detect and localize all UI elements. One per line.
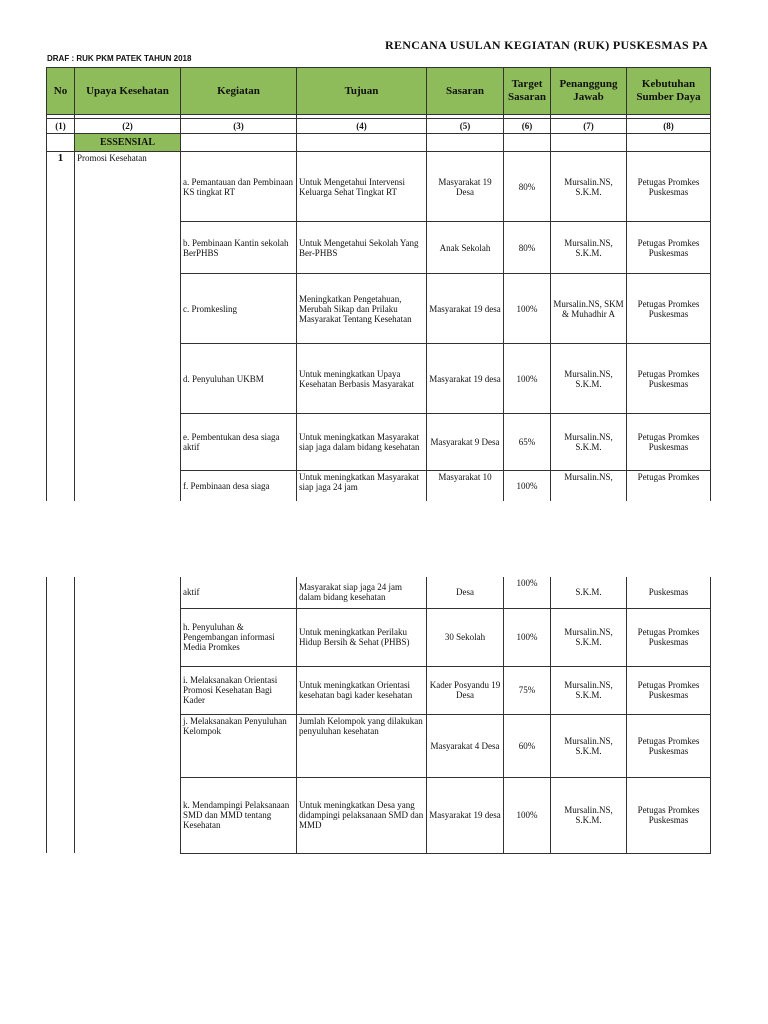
pj-cell: Mursalin.NS, S.K.M. — [551, 714, 627, 777]
target-cell: 75% — [504, 666, 551, 714]
pj-cell: Mursalin.NS, S.K.M. — [551, 152, 627, 222]
group-upaya: Promosi Kesehatan — [75, 152, 181, 501]
tujuan-cell: Untuk meningkatkan Perilaku Hidup Bersih & Sehat (PHBS) — [297, 608, 427, 666]
sasaran-cell: 30 Sekolah — [427, 608, 504, 666]
draft-label: DRAF : RUK PKM PATEK TAHUN 2018 — [47, 54, 192, 63]
pj-cell: S.K.M. — [551, 577, 627, 608]
tujuan-cell: Untuk Mengetahui Sekolah Yang Ber-PHBS — [297, 222, 427, 274]
column-number: (2) — [75, 119, 181, 134]
column-number: (5) — [427, 119, 504, 134]
target-cell: 60% — [504, 714, 551, 777]
kegiatan-cell: c. Promkesling — [181, 274, 297, 344]
sd-cell: Petugas Promkes Puskesmas — [627, 152, 711, 222]
tujuan-cell: Meningkatkan Pengetahuan, Merubah Sikap dan Prilaku Masyarakat Tentang Kesehatan — [297, 274, 427, 344]
sd-cell: Puskesmas — [627, 577, 711, 608]
sasaran-cell: Anak Sekolah — [427, 222, 504, 274]
sasaran-cell: Masyarakat 9 Desa — [427, 414, 504, 471]
target-cell: 80% — [504, 222, 551, 274]
sd-cell: Petugas Promkes — [627, 471, 711, 501]
header-cell: Kegiatan — [181, 68, 297, 115]
kegiatan-cell: i. Melaksanakan Orientasi Promosi Kesehatan Bagi Kader — [181, 666, 297, 714]
kegiatan-cell: k. Mendampingi Pelaksanaan SMD dan MMD tentang Kesehatan — [181, 777, 297, 853]
target-cell: 100% — [504, 777, 551, 853]
header-cell: Target Sasaran — [504, 68, 551, 115]
tujuan-cell: Untuk meningkatkan Orientasi kesehatan bagi kader kesehatan — [297, 666, 427, 714]
column-number: (7) — [551, 119, 627, 134]
kegiatan-cell: e. Pembentukan desa siaga aktif — [181, 414, 297, 471]
pj-cell: Mursalin.NS, S.K.M. — [551, 777, 627, 853]
pj-cell: Mursalin.NS, — [551, 471, 627, 501]
sasaran-cell: Masyarakat 19 Desa — [427, 152, 504, 222]
ruk-table-page1 — [46, 67, 711, 501]
section-row — [47, 134, 711, 152]
target-cell: 100% — [504, 577, 551, 608]
column-number: (8) — [627, 119, 711, 134]
sd-cell: Petugas Promkes Puskesmas — [627, 274, 711, 344]
target-cell: 100% — [504, 471, 551, 501]
sasaran-cell: Desa — [427, 577, 504, 608]
kegiatan-cell: d. Penyuluhan UKBM — [181, 344, 297, 414]
target-cell: 80% — [504, 152, 551, 222]
sd-cell: Petugas Promkes Puskesmas — [627, 777, 711, 853]
sd-cell: Petugas Promkes Puskesmas — [627, 414, 711, 471]
ruk-table-page2 — [46, 577, 711, 854]
tujuan-cell: Untuk meningkatkan Masyarakat siap jaga 24 jam — [297, 471, 427, 501]
column-number: (4) — [297, 119, 427, 134]
header-cell: Kebutuhan Sumber Daya — [627, 68, 711, 115]
target-cell: 100% — [504, 344, 551, 414]
sasaran-cell: Masyarakat 19 desa — [427, 274, 504, 344]
pj-cell: Mursalin.NS, S.K.M. — [551, 344, 627, 414]
header-cell: No — [47, 68, 75, 115]
sd-cell: Petugas Promkes Puskesmas — [627, 714, 711, 777]
column-number: (3) — [181, 119, 297, 134]
sd-cell: Petugas Promkes Puskesmas — [627, 344, 711, 414]
pj-cell: Mursalin.NS, S.K.M. — [551, 666, 627, 714]
header-cell: Penanggung Jawab — [551, 68, 627, 115]
sasaran-cell: Masyarakat 19 desa — [427, 344, 504, 414]
sasaran-cell: Masyarakat 10 — [427, 471, 504, 501]
pj-cell: Mursalin.NS, SKM & Muhadhir A — [551, 274, 627, 344]
tujuan-cell: Untuk meningkatkan Masyarakat siap jaga dalam bidang kesehatan — [297, 414, 427, 471]
tujuan-cell: Untuk meningkatkan Upaya Kesehatan Berbasis Masyarakat — [297, 344, 427, 414]
kegiatan-cell: a. Pemantauan dan Pembinaan KS tingkat RT — [181, 152, 297, 222]
column-number-row — [47, 119, 711, 134]
pj-cell: Mursalin.NS, S.K.M. — [551, 608, 627, 666]
group-number: 1 — [47, 152, 75, 501]
header-row — [47, 68, 711, 115]
pj-cell: Mursalin.NS, S.K.M. — [551, 414, 627, 471]
header-cell: Tujuan — [297, 68, 427, 115]
target-cell: 100% — [504, 608, 551, 666]
column-number: (6) — [504, 119, 551, 134]
sasaran-cell: Kader Posyandu 19 Desa — [427, 666, 504, 714]
sd-cell: Petugas Promkes Puskesmas — [627, 222, 711, 274]
column-number: (1) — [47, 119, 75, 134]
target-cell: 100% — [504, 274, 551, 344]
sasaran-cell: Masyarakat 19 desa — [427, 777, 504, 853]
tujuan-cell: Untuk meningkatkan Desa yang didampingi pelaksanaan SMD dan MMD — [297, 777, 427, 853]
table-row-continued — [47, 577, 711, 608]
kegiatan-cell: h. Penyuluhan & Pengembangan informasi Media Promkes — [181, 608, 297, 666]
document-title: RENCANA USULAN KEGIATAN (RUK) PUSKESMAS PA — [385, 38, 708, 52]
tujuan-cell: Jumlah Kelompok yang dilakukan penyuluhan kesehatan — [297, 714, 427, 777]
header-cell: Upaya Kesehatan — [75, 68, 181, 115]
kegiatan-cell: f. Pembinaan desa siaga — [181, 471, 297, 501]
kegiatan-cell: b. Pembinaan Kantin sekolah BerPHBS — [181, 222, 297, 274]
kegiatan-cell: j. Melaksanakan Penyuluhan Kelompok — [181, 714, 297, 777]
pj-cell: Mursalin.NS, S.K.M. — [551, 222, 627, 274]
header-cell: Sasaran — [427, 68, 504, 115]
tujuan-cell: Untuk Mengetahui Intervensi Keluarga Sehat Tingkat RT — [297, 152, 427, 222]
table-row — [47, 152, 711, 222]
sasaran-cell: Masyarakat 4 Desa — [427, 714, 504, 777]
target-cell: 65% — [504, 414, 551, 471]
kegiatan-cell: aktif — [181, 577, 297, 608]
sd-cell: Petugas Promkes Puskesmas — [627, 666, 711, 714]
tujuan-cell: Masyarakat siap jaga 24 jam dalam bidang kesehatan — [297, 577, 427, 608]
section-label: ESSENSIAL — [75, 134, 181, 152]
sd-cell: Petugas Promkes Puskesmas — [627, 608, 711, 666]
